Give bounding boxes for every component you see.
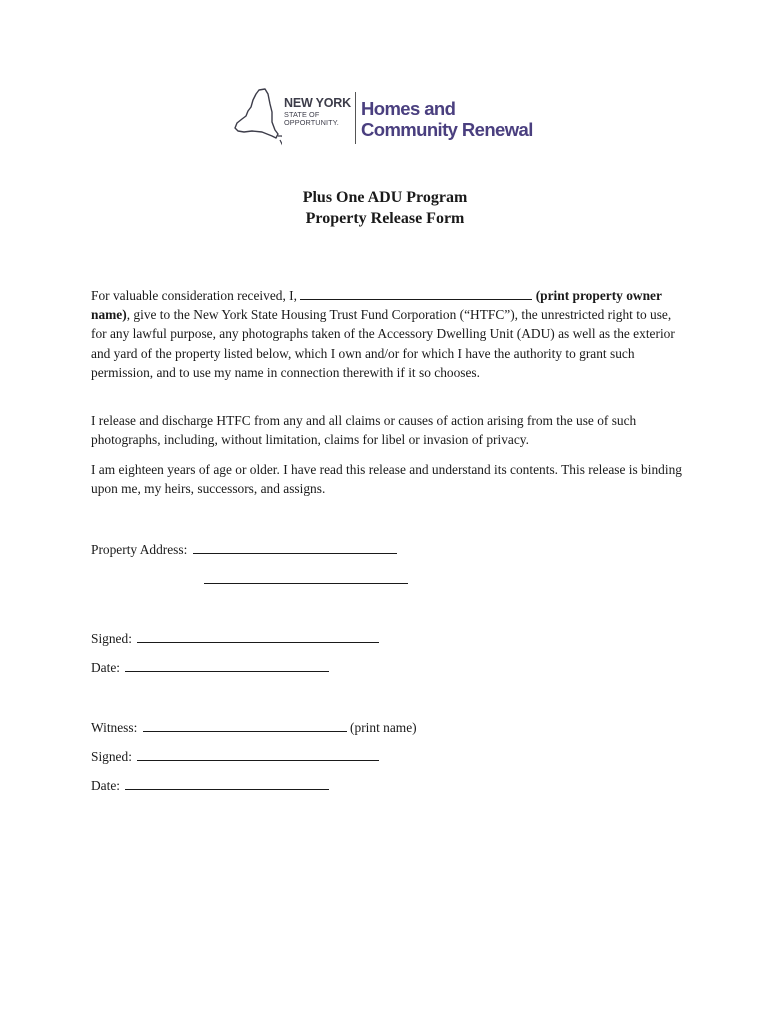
agency-name-line2: Community Renewal <box>361 119 533 140</box>
consent-intro: For valuable consideration received, I, <box>91 288 301 303</box>
state-wordmark <box>284 97 351 126</box>
consent-body: , give to the New York State Housing Trust Fund Corporation (“HTFC”), the unrestricted right to use, for any lawful purpose, any photographs taken of the Accessory Dwelling Unit (ADU) as well as the exterior and yard of the property listed below, which I own and/or for which I have the authority to grant such permission, and to use my name in connection therewith if it so chooses. <box>91 307 675 380</box>
property-address-label: Property Address: <box>91 542 188 557</box>
form-name: Property Release Form <box>305 210 465 227</box>
witness-date-label: Date: <box>91 778 120 793</box>
owner-signature-line[interactable] <box>137 630 379 643</box>
witness-name-field <box>91 719 417 736</box>
owner-name-blank[interactable] <box>300 287 532 300</box>
owner-name-hint-1: (print property <box>535 288 623 303</box>
consent-paragraph <box>91 286 687 382</box>
witness-date-field <box>91 777 329 794</box>
witness-signature-field <box>91 748 379 765</box>
agency-wordmark <box>361 98 533 140</box>
print-name-note: (print name) <box>350 720 417 735</box>
property-address-line-2-field <box>204 571 408 588</box>
release-paragraph: I release and discharge HTFC from any and all claims or causes of action arising from the use of such photographs, including, without limitation, claims for libel or invasion of privacy. <box>91 413 637 448</box>
age-paragraph: I am eighteen years of age or older. I have read this release and understand its contents. This release is binding upon me, my heirs, successors, and assigns. <box>91 462 682 497</box>
state-name: NEW YORK <box>284 96 351 110</box>
witness-name-line[interactable] <box>143 719 347 732</box>
witness-label: Witness: <box>91 720 138 735</box>
owner-signed-label: Signed: <box>91 631 132 646</box>
witness-signed-label: Signed: <box>91 749 132 764</box>
owner-date-line[interactable] <box>125 659 329 672</box>
owner-name-hint-2: owner name) <box>91 288 662 323</box>
owner-date-label: Date: <box>91 660 120 675</box>
owner-date-field <box>91 659 329 676</box>
logo-divider <box>355 92 356 144</box>
agency-logo <box>232 86 542 150</box>
state-tagline-1: STATE OF <box>284 109 320 119</box>
witness-signature-line[interactable] <box>137 748 379 761</box>
state-tagline-2: OPPORTUNITY. <box>284 117 339 127</box>
property-address-line-2[interactable] <box>204 571 408 584</box>
property-address-line-1[interactable] <box>193 541 397 554</box>
agency-name-line1: Homes and <box>361 98 456 119</box>
property-address-field <box>91 541 397 558</box>
owner-signature-field <box>91 630 379 647</box>
program-name: Plus One ADU Program <box>302 189 468 206</box>
new-york-state-outline-icon <box>232 86 282 150</box>
form-title <box>0 187 770 229</box>
witness-date-line[interactable] <box>125 777 329 790</box>
